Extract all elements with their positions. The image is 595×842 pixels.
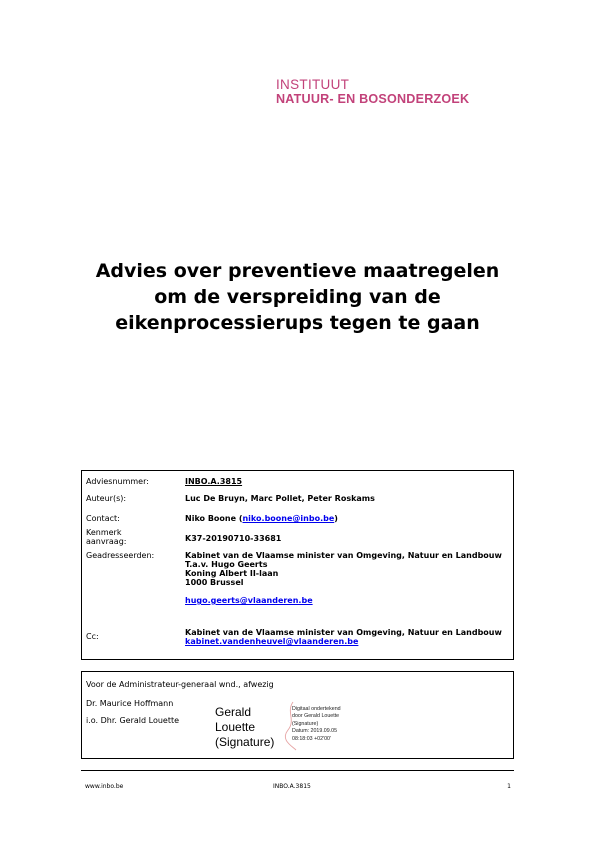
- geadresseerden-value: [185, 551, 509, 605]
- inbo-logo: [276, 77, 469, 107]
- document-title: [60, 258, 535, 336]
- cc-line-1: Kabinet van de Vlaamse minister van Omgeving, Natuur en Landbouw: [185, 628, 502, 637]
- kenmerk-label-2: aanvraag:: [86, 537, 127, 546]
- advies-label: Adviesnummer:: [86, 477, 149, 486]
- stamp-line-3: (Signature): [292, 720, 319, 727]
- geadresseerden-line-4: 1000 Brussel: [185, 578, 244, 587]
- geadresseerden-line-2: T.a.v. Hugo Geerts: [185, 560, 268, 569]
- geadresseerden-line-1: Kabinet van de Vlaamse minister van Omgeving, Natuur en Landbouw: [185, 551, 502, 560]
- contact-name: Niko Boone (: [185, 514, 243, 523]
- stamp-line-2: door Gerald Louette: [292, 713, 340, 720]
- signature-name-3: (Signature): [215, 735, 275, 749]
- signature-line-3: i.o. Dhr. Gerald Louette: [86, 716, 180, 725]
- kenmerk-label: [86, 528, 126, 546]
- title-line-3: eikenprocessierups tegen te gaan: [115, 312, 480, 334]
- logo-line-2: NATUUR- EN BOSONDERZOEK: [276, 92, 470, 106]
- footer-website: www.inbo.be: [85, 783, 124, 790]
- cc-label: Cc:: [86, 632, 99, 641]
- contact-email-link[interactable]: niko.boone@inbo.be: [242, 514, 335, 523]
- signature-name: [215, 705, 274, 750]
- kenmerk-label-1: Kenmerk: [86, 528, 122, 537]
- cc-value: [185, 628, 509, 646]
- contact-close: ): [334, 514, 338, 523]
- footer-page-number: 1: [507, 783, 511, 790]
- stamp-line-1: Digitaal ondertekend: [292, 706, 341, 712]
- signature-name-1: Gerald: [215, 705, 252, 719]
- auteurs-value: Luc De Bruyn, Marc Pollet, Peter Roskams: [185, 494, 375, 503]
- title-line-2: om de verspreiding van de: [154, 286, 441, 308]
- digital-signature-stamp: [292, 706, 341, 743]
- title-line-1: Advies over preventieve maatregelen: [95, 260, 500, 282]
- kenmerk-value: K37-20190710-33681: [185, 534, 282, 543]
- signature-block: [81, 671, 514, 759]
- geadresseerden-line-3: Koning Albert II-laan: [185, 569, 279, 578]
- page-footer: [81, 770, 514, 793]
- metadata-table: [81, 470, 514, 660]
- signature-name-2: Louette: [215, 720, 256, 734]
- signature-line-2: Dr. Maurice Hoffmann: [86, 699, 174, 708]
- footer-document-number: INBO.A.3815: [273, 783, 311, 790]
- contact-value: [185, 514, 509, 523]
- stamp-line-4: Datum: 2019.09.05: [292, 728, 338, 735]
- signature-line-1: Voor de Administrateur-generaal wnd., afwezig: [86, 680, 274, 689]
- logo-line-1: INSTITUUT: [276, 77, 350, 92]
- geadresseerden-label: Geadresseerden:: [86, 551, 155, 560]
- contact-label: Contact:: [86, 514, 120, 523]
- auteurs-label: Auteur(s):: [86, 494, 127, 503]
- stamp-line-5: 08:18:03 +02'00': [292, 735, 331, 742]
- cc-email-link[interactable]: kabinet.vandenheuvel@vlaanderen.be: [185, 637, 359, 646]
- advies-number: INBO.A.3815: [185, 477, 243, 486]
- geadresseerden-email-link[interactable]: hugo.geerts@vlaanderen.be: [185, 596, 313, 605]
